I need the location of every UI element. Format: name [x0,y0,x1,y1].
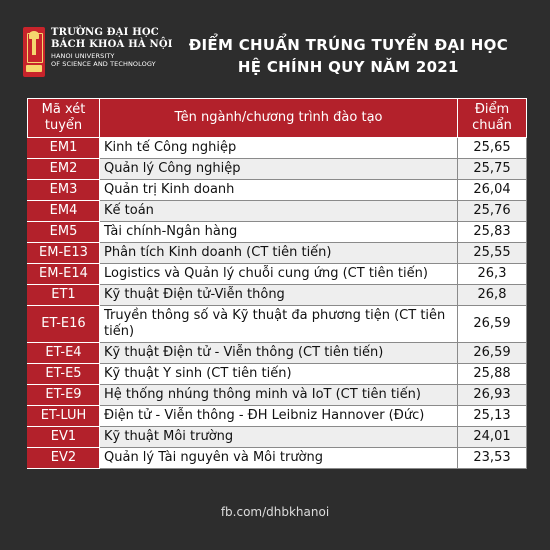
table-row [28,343,527,364]
school-name-vn-line1: TRƯỜNG ĐẠI HỌC [51,27,159,38]
program-code: ET1 [28,285,100,306]
cutoff-score: 25,88 [458,364,527,385]
program-code: EM4 [28,201,100,222]
school-name-en-line1: HANOI UNIVERSITY [51,52,115,60]
table-row [28,159,527,180]
header-score [458,99,527,138]
program-name: Hệ thống nhúng thông minh và IoT (CT tiên tiến) [100,385,458,406]
program-name: Điện tử - Viễn thông - ĐH Leibniz Hannover (Đức) [100,406,458,427]
header-score-line2: chuẩn [472,118,512,133]
cutoff-score: 25,55 [458,243,527,264]
header-score-line1: Điểm [474,102,510,117]
torch-icon [32,37,36,55]
cutoff-score: 24,01 [458,427,527,448]
cutoff-score: 25,13 [458,406,527,427]
program-name: Phân tích Kinh doanh (CT tiên tiến) [100,243,458,264]
table-row [28,406,527,427]
program-code: EM3 [28,180,100,201]
program-name: Kỹ thuật Môi trường [100,427,458,448]
program-code: EM5 [28,222,100,243]
table-row [28,364,527,385]
header-code-line1: Mã xét [41,102,86,117]
scores-table-container [27,98,527,469]
logo-base [26,65,42,72]
program-code: EM-E14 [28,264,100,285]
program-code: EM2 [28,159,100,180]
program-name: Quản lý Công nghiệp [100,159,458,180]
table-row [28,138,527,159]
cutoff-score: 26,59 [458,306,527,343]
program-code: ET-E9 [28,385,100,406]
cutoff-score: 26,59 [458,343,527,364]
program-code: EM1 [28,138,100,159]
program-code: ET-E4 [28,343,100,364]
table-row [28,385,527,406]
program-code: EV2 [28,448,100,469]
program-name: Kế toán [100,201,458,222]
header-code-line2: tuyển [44,118,83,133]
program-code: EM-E13 [28,243,100,264]
cutoff-score: 23,53 [458,448,527,469]
program-name: Quản lý Tài nguyên và Môi trường [100,448,458,469]
program-name: Kinh tế Công nghiệp [100,138,458,159]
program-code: ET-LUH [28,406,100,427]
header-name: Tên ngành/chương trình đào tạo [100,99,458,138]
school-name [51,28,173,68]
table-row [28,222,527,243]
cutoff-score: 25,83 [458,222,527,243]
scores-table [27,98,527,469]
program-code: EV1 [28,427,100,448]
cutoff-score: 26,04 [458,180,527,201]
header-code [28,99,100,138]
table-row [28,201,527,222]
cutoff-score: 25,76 [458,201,527,222]
table-row [28,264,527,285]
table-row [28,243,527,264]
program-name: Kỹ thuật Y sinh (CT tiên tiến) [100,364,458,385]
program-name: Quản trị Kinh doanh [100,180,458,201]
program-name: Tài chính-Ngân hàng [100,222,458,243]
program-code: ET-E16 [28,306,100,343]
poster-title [189,34,508,78]
table-row [28,306,527,343]
program-name: Kỹ thuật Điện tử - Viễn thông (CT tiên tiến) [100,343,458,364]
table-row [28,427,527,448]
table-row [28,180,527,201]
cutoff-score: 26,3 [458,264,527,285]
program-name: Truyền thông số và Kỹ thuật đa phương tiện (CT tiên tiến) [100,306,458,343]
school-name-vn-line2: BÁCH KHOA HÀ NỘI [51,39,173,50]
header [0,0,550,92]
table-header-row [28,99,527,138]
table-row [28,448,527,469]
program-name: Logistics và Quản lý chuỗi cung ứng (CT tiên tiến) [100,264,458,285]
school-name-en-line2: OF SCIENCE AND TECHNOLOGY [51,60,156,68]
cutoff-score: 26,93 [458,385,527,406]
title-line2: HỆ CHÍNH QUY NĂM 2021 [237,58,459,76]
university-logo [23,27,45,77]
program-name: Kỹ thuật Điện tử-Viễn thông [100,285,458,306]
table-row [28,285,527,306]
cutoff-score: 25,65 [458,138,527,159]
cutoff-score: 26,8 [458,285,527,306]
table-body [28,138,527,469]
program-code: ET-E5 [28,364,100,385]
facebook-link[interactable]: fb.com/dhbkhanoi [220,505,330,519]
title-line1: ĐIỂM CHUẨN TRÚNG TUYỂN ĐẠI HỌC [188,36,508,54]
cutoff-score: 25,75 [458,159,527,180]
